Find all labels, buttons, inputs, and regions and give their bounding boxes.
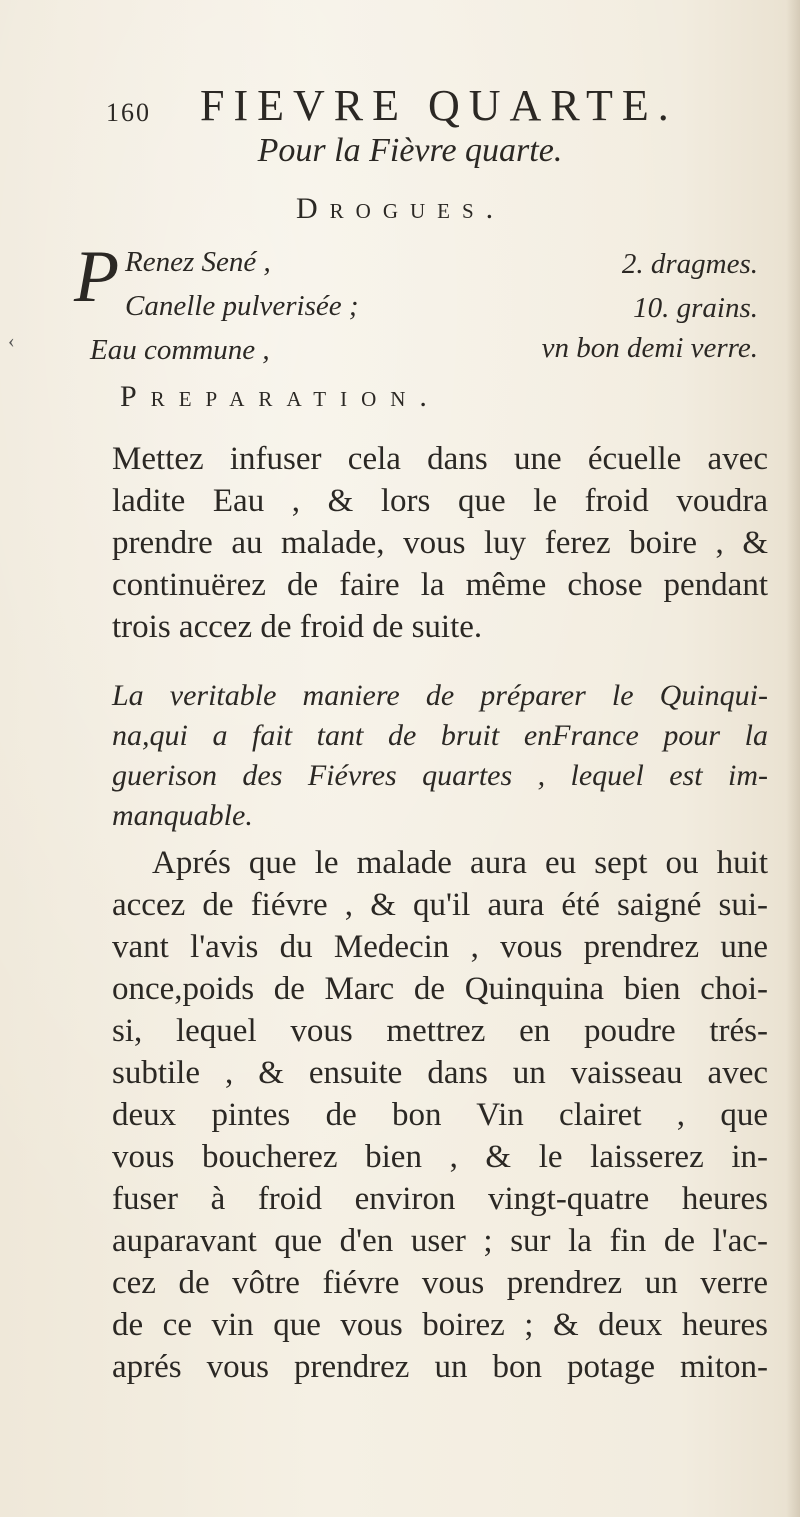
drop-cap: P — [74, 236, 120, 318]
running-head — [100, 72, 760, 132]
text-line: trois accez de froid de suite. — [112, 609, 483, 645]
section-title — [112, 676, 768, 836]
ingredient-amount: 2. dragmes. — [621, 248, 758, 280]
section-body — [112, 842, 768, 1388]
title-line: guerison des Fiévres quartes , lequel est im- — [112, 759, 768, 792]
text-line: deux pintes de bon Vin clairet , que — [112, 1097, 768, 1133]
text-line: subtile , & ensuite dans un vaisseau avec — [112, 1055, 768, 1091]
margin-mark: ‹ — [8, 330, 15, 352]
ingredient-name: Eau commune , — [90, 334, 270, 366]
text-line: si, lequel vous mettrez en poudre trés- — [112, 1013, 768, 1049]
text-line: ladite Eau , & lors que le froid voudra — [112, 483, 768, 519]
page-number: 160 — [106, 98, 151, 127]
page-edge-shadow — [786, 0, 800, 1517]
ingredient-name: Renez Sené , — [125, 246, 271, 278]
preparation-paragraph — [112, 438, 768, 648]
ingredient-amount: vn bon demi verre. — [541, 332, 758, 364]
text-line: prendre au malade, vous luy ferez boire , & — [112, 525, 768, 561]
text-line: auparavant que d'en user ; sur la fin de l'ac- — [112, 1223, 768, 1259]
ingredient-amount: 10. grains. — [633, 292, 758, 324]
text-line: continuërez de faire la même chose pendant — [112, 567, 768, 603]
recipe-title: Pour la Fièvre quarte. — [257, 132, 563, 169]
title-line: na,qui a fait tant de bruit enFrance pour la — [112, 719, 768, 752]
text-line: fuser à froid environ vingt-quatre heures — [112, 1181, 768, 1217]
running-title: FIEVRE QUARTE. — [200, 81, 678, 130]
text-line: accez de fiévre , & qu'il aura été saigné sui- — [112, 887, 768, 923]
title-line: manquable. — [112, 799, 253, 832]
preparation-heading: Preparation. — [120, 380, 441, 413]
text-line: Mettez infuser cela dans une écuelle avec — [112, 441, 768, 477]
text-line: vant l'avis du Medecin , vous prendrez une — [112, 929, 768, 965]
ingredient-name: Canelle pulverisée ; — [125, 290, 359, 322]
text-line: vous boucherez bien , & le laisserez in- — [112, 1139, 768, 1175]
text-line: de ce vin que vous boirez ; & deux heures — [112, 1307, 768, 1343]
text-line: once,poids de Marc de Quinquina bien choi- — [112, 971, 768, 1007]
text-line: aprés vous prendrez un bon potage miton- — [112, 1349, 768, 1385]
drogues-heading: Drogues. — [296, 192, 506, 225]
title-line: La veritable maniere de préparer le Quinqui- — [112, 679, 768, 712]
text-line: Aprés que le malade aura eu sept ou huit — [152, 845, 768, 881]
text-line: cez de vôtre fiévre vous prendrez un verre — [112, 1265, 768, 1301]
